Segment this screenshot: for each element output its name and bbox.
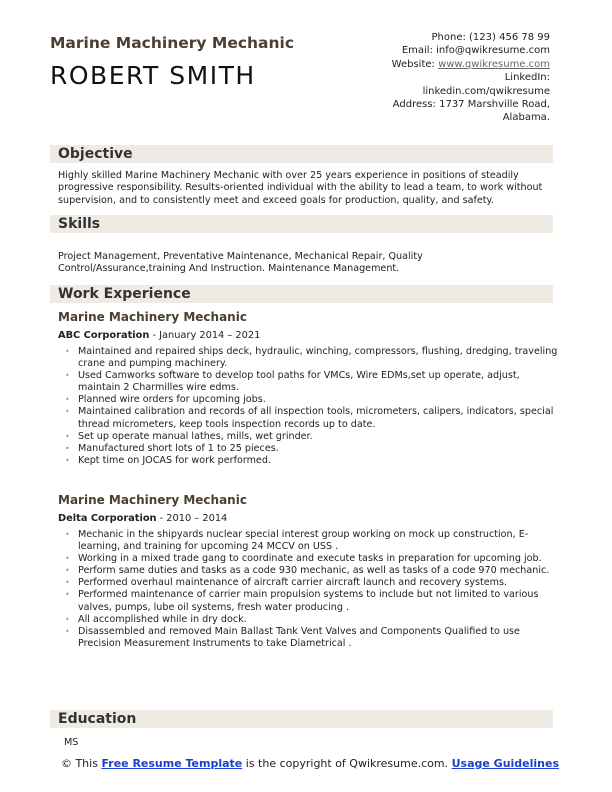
objective-heading: Objective <box>58 146 133 162</box>
list-item: • Maintained and repaired ships deck, hydraulic, winching, compressors, flushing, dredging, traveling crane and pumping machinery. <box>78 346 558 370</box>
list-item: • Manufactured short lots of 1 to 25 pieces. <box>78 443 558 455</box>
job-title-2: Marine Machinery Mechanic <box>58 493 247 507</box>
list-item: • Working in a mixed trade gang to coordinate and execute tasks in preparation for upcoming job. <box>78 553 558 565</box>
education-header <box>50 710 553 728</box>
phone: Phone: (123) 456 78 99 <box>431 32 550 43</box>
list-item: • Planned wire orders for upcoming jobs. <box>78 394 558 406</box>
list-item: • Performed overhaul maintenance of aircraft carrier aircraft launch and recovery systems. <box>78 577 558 589</box>
education-heading: Education <box>58 711 137 727</box>
list-item: • Kept time on JOCAS for work performed. <box>78 455 558 467</box>
contact-block <box>350 31 550 125</box>
list-item: • All accomplished while in dry dock. <box>78 614 558 626</box>
linkedin-label: LinkedIn: <box>504 72 550 84</box>
list-item: • Used Camworks software to develop tool paths for VMCs, Wire EDMs,set up operate, adjust, maintain 2 Charmilles wire edms. <box>78 370 558 394</box>
footer-prefix: © This <box>60 757 102 770</box>
objective-header <box>50 145 553 163</box>
website-link[interactable]: www.qwikresume.com <box>438 58 550 70</box>
skills-text: Project Management, Preventative Maintenance, Mechanical Repair, Quality Control/Assurance,training And Instruction. Maintenance Management. <box>58 251 423 275</box>
company-name: Delta Corporation <box>58 513 157 524</box>
usage-guidelines-link[interactable]: Usage Guidelines <box>451 757 560 770</box>
linkedin: linkedin.com/qwikresume <box>422 85 550 97</box>
list-item: • Performed maintenance of carrier main propulsion systems to include but not limited to various valves, pumps, lube oil systems, fresh water producing . <box>78 589 558 613</box>
job-title: Marine Machinery Mechanic <box>50 34 295 52</box>
job-dates: - 2010 – 2014 <box>156 513 228 524</box>
footer-middle: is the copyright of Qwikresume.com. <box>242 757 452 770</box>
email: Email: info@qwikresume.com <box>401 45 550 57</box>
candidate-name: ROBERT SMITH <box>50 61 256 90</box>
company-name: ABC Corporation <box>58 330 150 341</box>
skills-header <box>50 215 553 233</box>
education-text: MS <box>64 737 79 748</box>
list-item: • Maintained calibration and records of all inspection tools, micrometers, calipers, indicators, special thread micrometers, keep tools inspection records up to date. <box>78 406 558 430</box>
address-line2: Alabama. <box>502 112 550 124</box>
skills-heading: Skills <box>58 216 101 232</box>
address: Address: 1737 Marshville Road, <box>392 99 550 111</box>
list-item: • Mechanic in the shipyards nuclear special interest group working on mock up construction, E-learning, and training for upcoming 24 MCCV on USS . <box>78 529 558 553</box>
job-company-2 <box>58 513 227 524</box>
job-title-1: Marine Machinery Mechanic <box>58 310 247 324</box>
objective-text: Highly skilled Marine Machinery Mechanic with over 25 years experience in positions of steadily progressive responsibility. Results-oriented individual with the ability to lead a team, to work without supervision, and to consistently meet and exceed goals for production, quality, and safety. <box>58 170 543 206</box>
work-heading: Work Experience <box>58 286 191 302</box>
work-header <box>50 285 553 303</box>
job-dates: - January 2014 – 2021 <box>149 330 261 341</box>
website-label: Website: <box>391 58 439 70</box>
job-bullets-2 <box>78 529 558 650</box>
list-item: • Set up operate manual lathes, mills, wet grinder. <box>78 431 558 443</box>
list-item: • Perform same duties and tasks as a code 930 mechanic, as well as tasks of a code 970 mechanic. <box>78 565 558 577</box>
free-template-link[interactable]: Free Resume Template <box>101 757 243 770</box>
job-company-1 <box>58 330 260 341</box>
job-bullets-1 <box>78 346 558 467</box>
list-item: • Disassembled and removed Main Ballast Tank Vent Valves and Components Qualified to use Precision Measurement Instruments to take Diametrical . <box>78 626 558 650</box>
footer <box>60 757 560 770</box>
website <box>350 58 550 71</box>
